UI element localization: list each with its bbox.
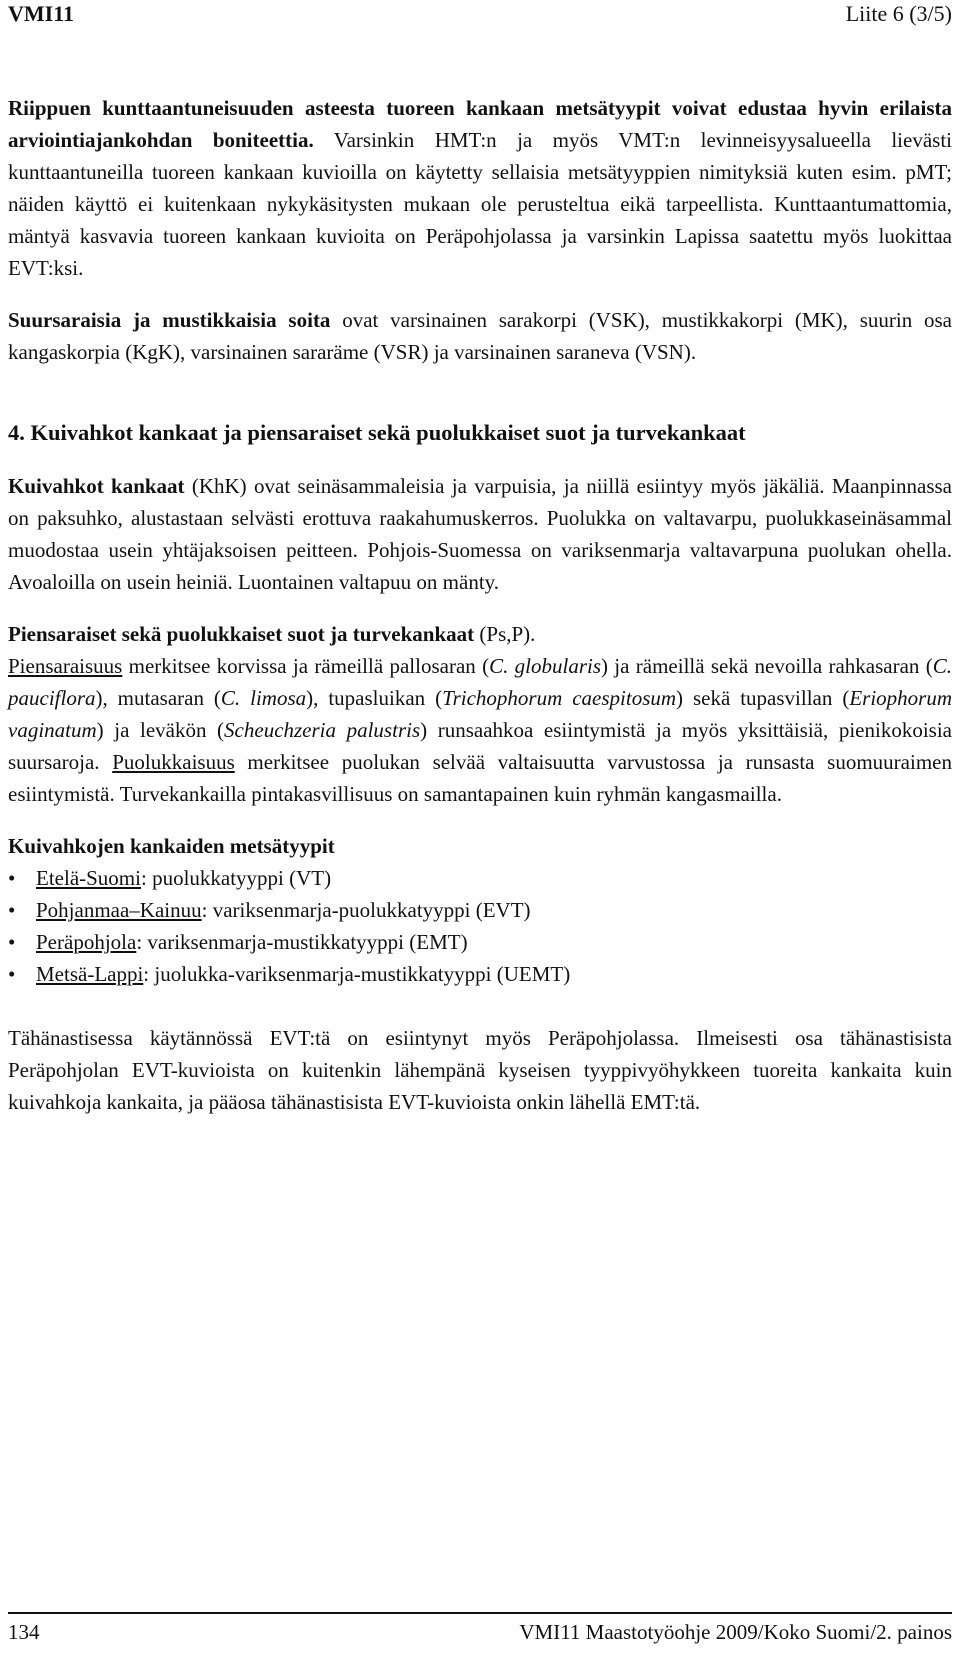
appendix-label: Liite 6 (3/5): [845, 1, 952, 26]
term-piensaraisuus: Piensaraisuus: [8, 654, 123, 678]
forest-type: : puolukkatyyppi (VT): [140, 866, 332, 890]
document-code: VMI11: [8, 1, 74, 26]
species-name: C. limosa: [220, 686, 307, 710]
paragraph-kuivahkot-kankaat: [8, 470, 952, 598]
forest-type: : variksenmarja-mustikkatyyppi (EMT): [136, 930, 468, 954]
footer-title: VMI11 Maastotyöohje 2009/Koko Suomi/2. painos: [519, 1620, 952, 1644]
paragraph-text: Varsinkin HMT:n ja myös VMT:n levinneisyysalueella lievästi kunttaantuneilla tuoreen kankaan kuvioilla on käytetty sellaisia metsätyyppien nimityksiä kuten esim. pMT; näiden käyttö ei kuitenkaan nykykäsitysten mukaan ole perusteltua eikä tarpeellista. Kunttaantumattomia, mäntyä kasvavia tuoreen kankaan kuvioita on Peräpohjolassa ja varsinkin Lapissa saatettu myös luokittaa EVT:ksi.: [8, 128, 952, 280]
species-name: C. pauciflora: [8, 654, 952, 710]
paragraph-evt-perapohjola: Tähänastisessa käytännössä EVT:tä on esiintynyt myös Peräpohjolassa. Ilmeisesti osa tähänastisista Peräpohjolan EVT-kuvioista on kuitenkin lähempänä kyseisen tyyppivyöhykkeen tuoreita kankaita kuin kuivahkoja kankaita, ja pääosa tähänastisista EVT-kuvioista onkin lähellä EMT:tä.: [8, 1026, 952, 1114]
paragraph-lead: Suursaraisia ja mustikkaisia soita: [8, 308, 331, 332]
region-name: Peräpohjola: [36, 930, 137, 954]
paragraph-text: ovat varsinainen sarakorpi (VSK), mustikkakorpi (MK), suurin osa kangaskorpia (KgK), varsinainen sararäme (VSR) ja varsinainen saraneva (VSN).: [8, 308, 952, 364]
bullet-icon: •: [8, 930, 16, 954]
region-name: Etelä-Suomi: [36, 866, 141, 890]
page-number: 134: [8, 1620, 40, 1644]
paragraph-text: (Ps,P).: [474, 622, 536, 646]
paragraph-suursaraiset-suot: [8, 304, 952, 368]
list-item: [8, 958, 952, 990]
forest-type: : variksenmarja-puolukkatyyppi (EVT): [201, 898, 531, 922]
list-item: [8, 862, 952, 894]
region-name: Metsä-Lappi: [36, 962, 144, 986]
bullet-icon: •: [8, 866, 16, 890]
paragraph-text: (KhK) ovat seinäsammaleisia ja varpuisia, ja niillä esiintyy myös jäkäliä. Maanpinnassa on paksuhko, alustastaan selvästi erottuva raakahumuskerros. Puolukka on valtavarpu, puolukkaseinäsammal muodostaa usein yhtäjaksoisen peitteen. Pohjois-Suomessa on variksenmarja valtavarpuna puolukan ohella. Avoaloilla on usein heiniä. Luontainen valtapuu on mänty.: [8, 474, 952, 594]
species-name: Scheuchzeria palustris: [224, 718, 421, 742]
list-title: Kuivahkojen kankaiden metsätyypit: [8, 834, 335, 858]
section-heading: 4. Kuivahkot kankaat ja piensaraiset sekä puolukkaiset suot ja turvekankaat: [8, 420, 746, 445]
species-name: Eriophorum vaginatum: [8, 686, 952, 742]
list-item: [8, 926, 952, 958]
paragraph-lead: Riippuen kunttaantuneisuuden asteesta tuoreen kankaan metsätyypit voivat edustaa hyvin erilaista arviointiajankohdan boniteettia.: [8, 96, 952, 152]
term-puolukkaisuus: Puolukkaisuus: [112, 750, 235, 774]
region-name: Pohjanmaa–Kainuu: [36, 898, 202, 922]
document-page: [8, 0, 952, 1655]
footer-divider: [8, 1612, 952, 1614]
paragraph-piensaraiset-suot: [8, 618, 952, 650]
paragraph-tuoreet-kankaat: [8, 92, 952, 284]
list-item: [8, 894, 952, 926]
page-content: [8, 92, 952, 1118]
page-header: [8, 0, 952, 30]
forest-type: : juolukka-variksenmarja-mustikkatyyppi (UEMT): [143, 962, 571, 986]
page-footer: [8, 1618, 952, 1648]
paragraph-lead: Piensaraiset sekä puolukkaiset suot ja turvekankaat: [8, 622, 475, 646]
species-name: C. globularis: [489, 654, 601, 678]
paragraph-lead: Kuivahkot kankaat: [8, 474, 185, 498]
species-name: Trichophorum caespitosum: [442, 686, 677, 710]
forest-type-list: [8, 862, 952, 990]
bullet-icon: •: [8, 898, 16, 922]
bullet-icon: •: [8, 962, 16, 986]
paragraph-piensaraisuus: Piensaraisuus merkitsee korvissa ja rämeillä pallosaran (C. globularis) ja rämeillä sekä nevoilla rahkasaran (C. pauciflora), mutasaran (C. limosa), tupasluikan (Trichophorum caespitosum) sekä tupasvillan (Eriophorum vaginatum) ja leväkön (Scheuchzeria palustris) runsaahkoa esiintymistä ja myös yksittäisiä, pienikokoisia suursaroja. Puolukkaisuus merkitsee puolukan selvää valtaisuutta varvustossa ja runsasta suomuuraimen esiintymistä. Turvekankailla pintakasvillisuus on samantapainen kuin ryhmän kangasmailla.: [8, 654, 952, 806]
